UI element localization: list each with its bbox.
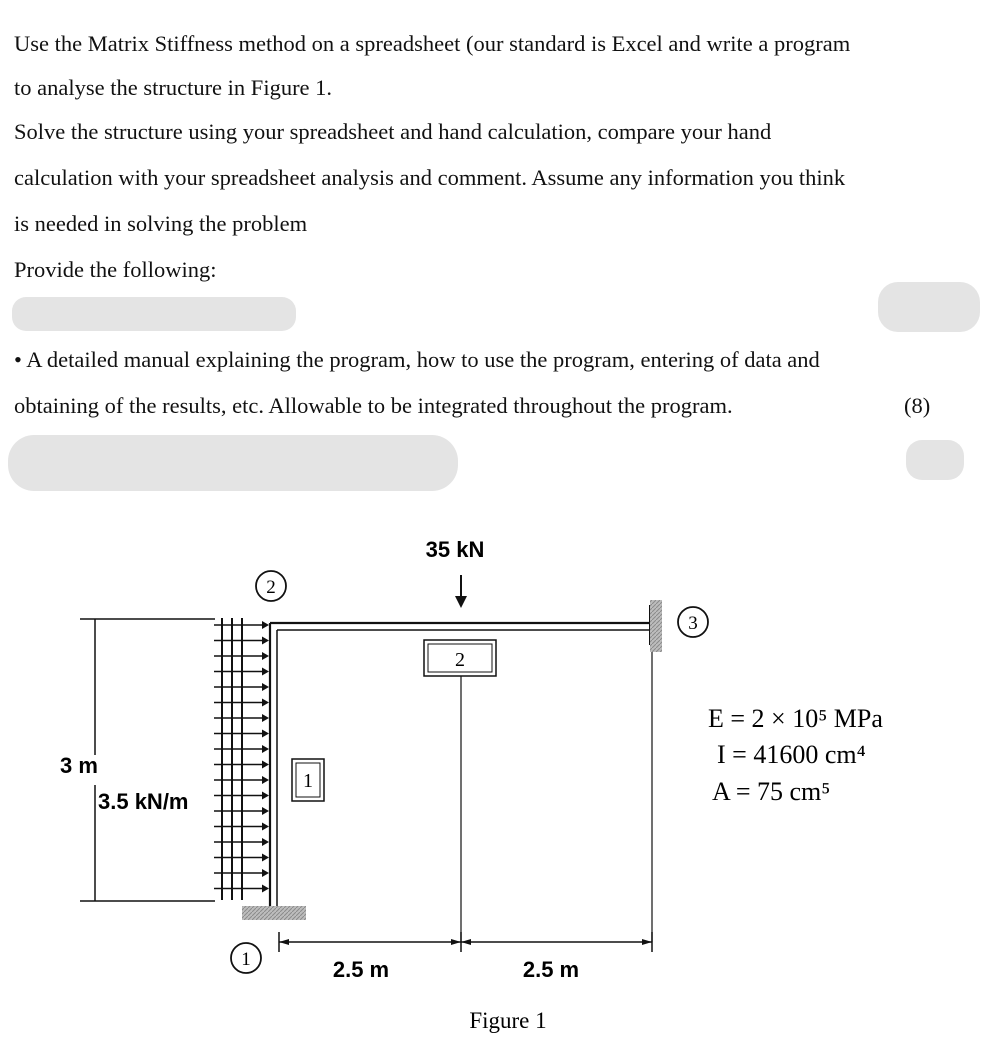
node-1-label: 1 [241,949,251,970]
node-2-label: 2 [266,577,276,598]
distributed-load-label: 3.5 kN/m [98,789,189,814]
udl-arrow-head [262,854,269,862]
figure-caption: Figure 1 [469,1008,547,1033]
member-2-label: 2 [455,649,465,671]
instruction-line-4: calculation with your spreadsheet analysis and comment. Assume any information you think [14,165,846,190]
udl-arrow-head [262,683,269,691]
udl-arrow-head [262,885,269,893]
udl-arrow-head [262,823,269,831]
marks-label: (8) [904,393,931,418]
udl-arrow-head [262,637,269,645]
member-1-label: 1 [303,770,313,792]
udl-arrow-head [262,621,269,629]
fixed-support-3 [650,600,662,652]
udl-arrow-head [262,807,269,815]
udl-arrow-head [262,761,269,769]
fixed-support-1 [242,906,306,920]
instruction-line-5: is needed in solving the problem [14,211,308,236]
udl-arrow-head [262,730,269,738]
prop-E: E = 2 × 10⁵ MPa [708,704,883,733]
udl-arrow-head [262,745,269,753]
point-load-label: 35 kN [425,537,485,562]
udl-arrow-head [262,838,269,846]
udl-arrow-head [262,699,269,707]
span-left-label: 2.5 m [332,957,390,982]
udl-arrow-head [262,652,269,660]
udl-arrow-head [262,869,269,877]
node-3-label: 3 [688,613,698,634]
udl-arrow-head [262,714,269,722]
instruction-line-2: to analyse the structure in Figure 1. [14,75,333,100]
bullet-symbol: • [14,347,22,372]
bullet-text-1: A detailed manual explaining the program, how to use the program, entering of data and [26,347,820,372]
prop-A: A = 75 cm⁵ [712,777,831,806]
height-dim-label: 3 m [60,753,98,778]
instruction-line-1: Use the Matrix Stiffness method on a spreadsheet (our standard is Excel and write a program [14,31,851,56]
point-load-arrow-head [455,596,467,608]
bullet-line-2: obtaining of the results, etc. Allowable to be integrated throughout the program. [14,393,733,418]
udl-arrow-head [262,792,269,800]
prop-I: I = 41600 cm⁴ [717,740,866,769]
instruction-line-3: Solve the structure using your spreadsheet and hand calculation, compare your hand [14,119,772,144]
provide-heading: Provide the following: [14,257,217,282]
udl-arrow-head [262,776,269,784]
span-right-label: 2.5 m [522,957,580,982]
udl-arrow-head [262,668,269,676]
